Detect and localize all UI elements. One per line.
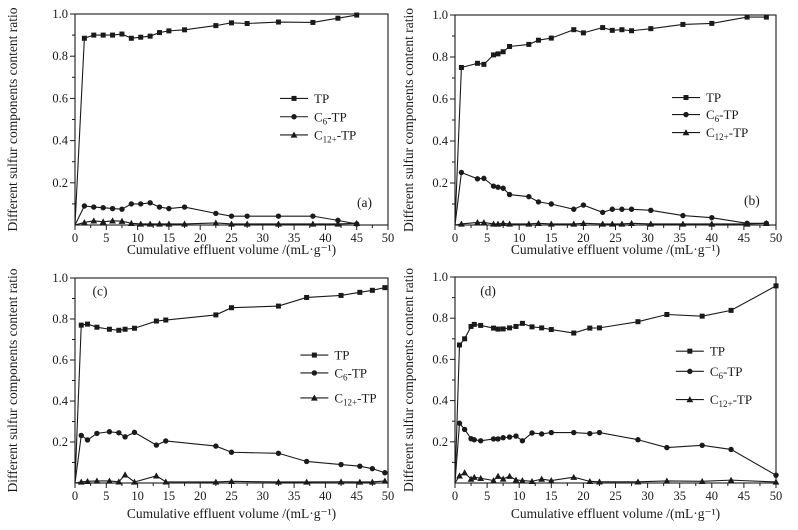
- data-point-marker: [456, 472, 463, 478]
- data-point-marker: [764, 15, 769, 20]
- x-axis-tick-label: 5: [103, 489, 110, 503]
- subplot-d: [399, 265, 798, 530]
- y-axis-label: Different sulfur components content ratio: [401, 8, 416, 232]
- data-point-marker: [513, 324, 518, 329]
- x-axis-tick-label: 50: [381, 489, 395, 503]
- data-point-marker: [339, 293, 344, 298]
- data-point-marker: [116, 328, 121, 333]
- data-point-marker: [501, 49, 506, 54]
- series-c6-tp: [455, 421, 779, 483]
- data-point-marker: [122, 471, 129, 477]
- x-axis-tick-label: 40: [705, 489, 719, 503]
- data-point-marker: [153, 472, 160, 478]
- data-point-marker: [119, 206, 124, 211]
- data-point-marker: [132, 430, 137, 435]
- data-point-marker: [382, 470, 387, 475]
- x-axis-tick-label: 25: [609, 231, 622, 245]
- legend-label: $C_6-TP$: [709, 363, 743, 381]
- x-axis-tick-label: 35: [287, 231, 301, 245]
- data-point-marker: [166, 28, 171, 33]
- data-point-marker: [312, 370, 317, 375]
- data-point-marker: [745, 15, 750, 20]
- x-axis-tick-label: 10: [131, 489, 144, 503]
- data-point-marker: [229, 450, 234, 455]
- data-point-marker: [462, 427, 467, 432]
- data-point-marker: [123, 327, 128, 332]
- x-axis-tick-label: 35: [673, 489, 686, 503]
- data-point-marker: [629, 28, 634, 33]
- data-point-marker: [495, 185, 500, 190]
- data-point-marker: [683, 95, 688, 100]
- data-point-marker: [462, 336, 467, 341]
- x-axis-tick-label: 25: [609, 489, 622, 503]
- legend: [300, 348, 376, 408]
- x-axis-tick-label: 30: [641, 489, 654, 503]
- data-point-marker: [110, 206, 115, 211]
- data-point-marker: [213, 23, 218, 28]
- data-point-marker: [587, 431, 592, 436]
- data-point-marker: [154, 442, 159, 447]
- data-point-marker: [610, 28, 615, 33]
- data-point-marker: [635, 437, 640, 442]
- x-axis-tick-label: 30: [256, 489, 270, 503]
- data-point-marker: [520, 438, 525, 443]
- x-axis-label: Cumulative effluent volume /(mL·g⁻¹): [126, 242, 337, 257]
- data-point-marker: [619, 207, 624, 212]
- data-point-marker: [79, 323, 84, 328]
- data-point-marker: [244, 213, 249, 218]
- x-axis-tick-label: 20: [193, 231, 207, 245]
- legend-label: TP: [705, 90, 722, 106]
- data-point-marker: [132, 326, 137, 331]
- data-point-marker: [129, 201, 134, 206]
- data-point-marker: [597, 325, 602, 330]
- legend-label: TP: [314, 90, 330, 106]
- data-point-marker: [728, 447, 733, 452]
- legend-item: [300, 390, 376, 407]
- data-point-marker: [729, 308, 734, 313]
- data-point-marker: [459, 65, 464, 70]
- data-point-marker: [481, 176, 486, 181]
- plot-frame: [455, 277, 776, 483]
- subplot-c: [0, 265, 399, 530]
- data-point-marker: [506, 473, 513, 479]
- y-axis-label: Different sulfur components content ratio: [5, 268, 20, 493]
- legend-label: $C_6-TP$: [334, 365, 368, 383]
- data-point-marker: [478, 438, 483, 443]
- data-point-marker: [163, 318, 168, 323]
- data-point-marker: [549, 36, 554, 41]
- data-point-marker: [587, 326, 592, 331]
- y-axis-tick-label: 0.6: [52, 91, 68, 106]
- data-point-marker: [549, 430, 554, 435]
- subplot-b: [399, 0, 798, 265]
- data-point-marker: [687, 369, 692, 374]
- x-axis-tick-label: 35: [673, 231, 686, 245]
- data-point-marker: [513, 433, 518, 438]
- data-point-marker: [507, 325, 512, 330]
- y-axis-tick-label: 0.8: [432, 50, 448, 64]
- data-point-marker: [773, 472, 778, 477]
- data-point-marker: [213, 211, 218, 216]
- data-point-marker: [94, 431, 99, 436]
- x-axis-tick-label: 45: [350, 489, 363, 503]
- x-axis-tick-label: 30: [641, 231, 654, 245]
- y-axis-tick-label: 0.2: [432, 434, 448, 449]
- legend-item: [672, 125, 748, 142]
- data-point-marker: [600, 210, 605, 215]
- data-point-marker: [549, 201, 554, 206]
- series-line: [455, 173, 766, 226]
- data-point-marker: [163, 438, 168, 443]
- data-point-marker: [619, 27, 624, 32]
- x-axis-tick-label: 0: [71, 231, 79, 245]
- data-point-marker: [491, 183, 496, 188]
- x-axis-tick-label: 45: [737, 489, 751, 503]
- legend-label: $C_{12+}-TP$: [709, 392, 753, 410]
- data-point-marker: [85, 437, 90, 442]
- legend: [672, 90, 748, 142]
- data-point-marker: [147, 200, 152, 205]
- legend-label: $C_{12+}-TP$: [705, 125, 749, 143]
- data-point-marker: [491, 326, 496, 331]
- panel-label: (d): [480, 283, 496, 299]
- data-point-marker: [138, 201, 143, 206]
- x-axis-tick-label: 45: [350, 231, 363, 245]
- data-point-marker: [500, 435, 505, 440]
- y-axis-tick-label: 0.6: [432, 352, 448, 367]
- x-axis-tick-label: 40: [705, 231, 719, 245]
- data-point-marker: [472, 322, 477, 327]
- data-point-marker: [709, 21, 714, 26]
- y-axis-label: Different sulfur components content ratio: [401, 268, 416, 492]
- x-axis-tick-label: 5: [483, 231, 491, 245]
- y-axis-tick-label: 0.8: [432, 311, 448, 326]
- x-axis-tick-label: 25: [225, 489, 238, 503]
- data-point-marker: [82, 36, 87, 41]
- data-point-marker: [310, 20, 315, 25]
- data-point-marker: [513, 477, 520, 483]
- x-axis-tick-label: 15: [545, 231, 558, 245]
- subplot-chart: [0, 0, 399, 265]
- legend-item: [300, 365, 367, 382]
- x-axis-tick-label: 10: [512, 231, 526, 245]
- data-point-marker: [457, 421, 462, 426]
- legend-item: [676, 364, 743, 381]
- legend-label: $C_{12+}-TP$: [314, 127, 357, 145]
- subplot-chart: [399, 265, 798, 530]
- data-point-marker: [581, 30, 586, 35]
- panel-label: (c): [92, 283, 108, 299]
- y-axis-tick-label: 0.2: [52, 435, 68, 449]
- panel-label: (b): [744, 192, 760, 208]
- data-point-marker: [496, 51, 501, 56]
- x-axis-tick-label: 0: [451, 231, 459, 245]
- series-line: [75, 432, 385, 483]
- data-point-marker: [138, 35, 143, 40]
- data-point-marker: [119, 32, 124, 37]
- data-point-marker: [357, 290, 362, 295]
- data-point-marker: [520, 321, 525, 326]
- data-point-marker: [148, 34, 153, 39]
- y-axis-tick-label: 0.6: [432, 92, 448, 106]
- data-point-marker: [157, 204, 162, 209]
- data-point-marker: [683, 112, 688, 117]
- data-point-marker: [85, 322, 90, 327]
- data-point-marker: [310, 213, 315, 218]
- data-point-marker: [507, 44, 512, 49]
- data-point-marker: [122, 434, 127, 439]
- x-axis-tick-label: 25: [225, 231, 238, 245]
- x-axis-tick-label: 40: [319, 231, 332, 245]
- data-point-marker: [472, 437, 477, 442]
- data-point-marker: [507, 434, 512, 439]
- x-axis-tick-label: 50: [769, 489, 783, 503]
- legend-item: [300, 348, 349, 363]
- data-point-marker: [549, 327, 554, 332]
- data-point-marker: [496, 327, 501, 332]
- data-point-marker: [354, 13, 359, 18]
- y-axis-tick-label: 1.0: [432, 8, 448, 22]
- data-point-marker: [648, 26, 653, 31]
- data-point-marker: [687, 349, 692, 354]
- y-axis-tick-label: 0.2: [52, 175, 68, 190]
- y-axis-tick-label: 0.8: [52, 49, 68, 64]
- data-point-marker: [100, 205, 105, 210]
- data-point-marker: [116, 430, 121, 435]
- data-point-marker: [610, 207, 615, 212]
- y-axis-tick-label: 0.2: [432, 176, 448, 190]
- series-c6-tp: [455, 170, 769, 226]
- data-point-marker: [129, 36, 134, 41]
- x-axis-tick-label: 0: [451, 489, 459, 503]
- series-tp: [455, 283, 779, 483]
- x-axis-tick-label: 15: [162, 489, 176, 503]
- x-axis-label: Cumulative effluent volume /(mL·g⁻¹): [126, 506, 337, 521]
- data-point-marker: [461, 469, 468, 475]
- data-point-marker: [571, 27, 576, 32]
- data-point-marker: [357, 463, 362, 468]
- data-point-marker: [110, 33, 115, 38]
- data-point-marker: [182, 204, 187, 209]
- data-point-marker: [539, 431, 544, 436]
- legend-label: TP: [334, 347, 350, 363]
- x-axis-tick-label: 20: [577, 231, 590, 245]
- series-line: [455, 286, 776, 483]
- y-axis-tick-label: 1.0: [432, 270, 448, 284]
- legend-item: [672, 90, 721, 105]
- data-point-marker: [213, 312, 218, 317]
- data-point-marker: [304, 295, 309, 300]
- data-point-marker: [276, 20, 281, 25]
- data-point-marker: [571, 207, 576, 212]
- data-point-marker: [536, 38, 541, 43]
- data-point-marker: [495, 473, 502, 479]
- data-point-marker: [82, 203, 87, 208]
- data-point-marker: [312, 353, 317, 358]
- data-point-marker: [774, 283, 779, 288]
- data-point-marker: [680, 22, 685, 27]
- y-axis-tick-label: 1.0: [52, 7, 68, 21]
- data-point-marker: [526, 194, 531, 199]
- data-point-marker: [571, 430, 576, 435]
- x-axis-tick-label: 15: [545, 489, 558, 503]
- series-c12-tp: [455, 469, 779, 484]
- data-point-marker: [481, 62, 486, 67]
- panel-label: (a): [357, 194, 373, 210]
- y-axis-tick-label: 0.4: [52, 394, 68, 408]
- subplot-a: [0, 0, 399, 265]
- data-point-marker: [664, 312, 669, 317]
- data-point-marker: [370, 288, 375, 293]
- data-point-marker: [570, 474, 577, 480]
- data-point-marker: [457, 342, 462, 347]
- x-axis-tick-label: 50: [769, 231, 783, 245]
- legend-item: [676, 344, 725, 359]
- data-point-marker: [229, 20, 234, 25]
- x-axis-tick-label: 30: [256, 231, 270, 245]
- data-point-marker: [94, 325, 99, 330]
- legend-item: [280, 127, 356, 144]
- data-point-marker: [90, 217, 97, 223]
- data-point-marker: [664, 445, 669, 450]
- data-point-marker: [571, 331, 576, 336]
- data-point-marker: [382, 285, 387, 290]
- data-point-marker: [475, 61, 480, 66]
- data-point-marker: [530, 324, 535, 329]
- data-point-marker: [245, 21, 250, 26]
- y-axis-tick-label: 0.4: [432, 134, 448, 148]
- legend-item: [280, 109, 347, 126]
- data-point-marker: [581, 202, 586, 207]
- data-point-marker: [276, 213, 281, 218]
- data-point-marker: [501, 326, 506, 331]
- legend: [676, 344, 752, 409]
- x-axis-tick-label: 10: [512, 489, 526, 503]
- data-point-marker: [276, 304, 281, 309]
- data-point-marker: [459, 170, 464, 175]
- data-point-marker: [635, 319, 640, 324]
- data-point-marker: [91, 204, 96, 209]
- series-c6-tp: [75, 429, 388, 483]
- data-point-marker: [600, 25, 605, 30]
- x-axis-tick-label: 35: [287, 489, 301, 503]
- data-point-marker: [539, 325, 544, 330]
- data-point-marker: [229, 213, 234, 218]
- x-axis-tick-label: 20: [577, 489, 590, 503]
- data-point-marker: [597, 430, 602, 435]
- data-point-marker: [471, 474, 478, 480]
- data-point-marker: [292, 96, 297, 101]
- data-point-marker: [526, 42, 531, 47]
- data-point-marker: [700, 314, 705, 319]
- data-point-marker: [91, 33, 96, 38]
- data-point-marker: [338, 462, 343, 467]
- data-point-marker: [304, 459, 309, 464]
- legend-item: [672, 107, 739, 124]
- data-point-marker: [182, 27, 187, 32]
- data-point-marker: [507, 192, 512, 197]
- data-point-marker: [629, 207, 634, 212]
- legend-item: [676, 392, 752, 409]
- legend-label: $C_6-TP$: [705, 107, 739, 125]
- data-point-marker: [157, 30, 162, 35]
- y-axis-tick-label: 0.4: [52, 133, 68, 148]
- data-point-marker: [166, 206, 171, 211]
- x-axis-tick-label: 15: [162, 231, 176, 245]
- x-axis-tick-label: 45: [737, 231, 751, 245]
- subplot-chart: [399, 0, 798, 265]
- data-point-marker: [101, 33, 106, 38]
- legend-label: $C_{12+}-TP$: [334, 390, 377, 408]
- x-axis-tick-label: 50: [381, 231, 395, 245]
- legend-item: [280, 91, 329, 106]
- data-point-marker: [536, 199, 541, 204]
- subplot-chart: [0, 265, 399, 530]
- data-point-marker: [500, 186, 505, 191]
- data-point-marker: [276, 451, 281, 456]
- y-axis-tick-label: 0.4: [432, 393, 448, 408]
- data-point-marker: [229, 305, 234, 310]
- x-axis-tick-label: 10: [131, 231, 144, 245]
- series-line: [455, 423, 776, 483]
- data-point-marker: [500, 220, 507, 226]
- data-point-marker: [709, 215, 714, 220]
- data-point-marker: [495, 436, 500, 441]
- x-axis-tick-label: 40: [319, 489, 332, 503]
- data-point-marker: [680, 213, 685, 218]
- data-point-marker: [107, 429, 112, 434]
- legend-label: $C_6-TP$: [314, 109, 347, 127]
- data-point-marker: [107, 327, 112, 332]
- x-axis-tick-label: 5: [103, 231, 110, 245]
- x-axis-label: Cumulative effluent volume /(mL·g⁻¹): [510, 506, 721, 521]
- legend: [280, 91, 356, 145]
- y-axis-tick-label: 0.8: [52, 312, 68, 326]
- data-point-marker: [154, 319, 159, 324]
- data-point-marker: [538, 476, 545, 482]
- data-point-marker: [699, 443, 704, 448]
- x-axis-tick-label: 0: [71, 489, 79, 503]
- y-axis-tick-label: 0.6: [52, 353, 68, 367]
- legend-label: TP: [709, 343, 726, 359]
- data-point-marker: [291, 114, 296, 119]
- data-point-marker: [79, 433, 84, 438]
- data-point-marker: [529, 430, 534, 435]
- x-axis-tick-label: 20: [193, 489, 207, 503]
- data-point-marker: [213, 443, 218, 448]
- data-point-marker: [475, 176, 480, 181]
- data-point-marker: [370, 466, 375, 471]
- data-point-marker: [648, 208, 653, 213]
- data-point-marker: [335, 16, 340, 21]
- x-axis-label: Cumulative effluent volume /(mL·g⁻¹): [510, 242, 721, 257]
- x-axis-tick-label: 5: [483, 489, 491, 503]
- y-axis-tick-label: 1.0: [52, 271, 68, 285]
- y-axis-label: Different sulfur components content ratio: [5, 7, 20, 232]
- data-point-marker: [491, 52, 496, 57]
- data-point-marker: [478, 323, 483, 328]
